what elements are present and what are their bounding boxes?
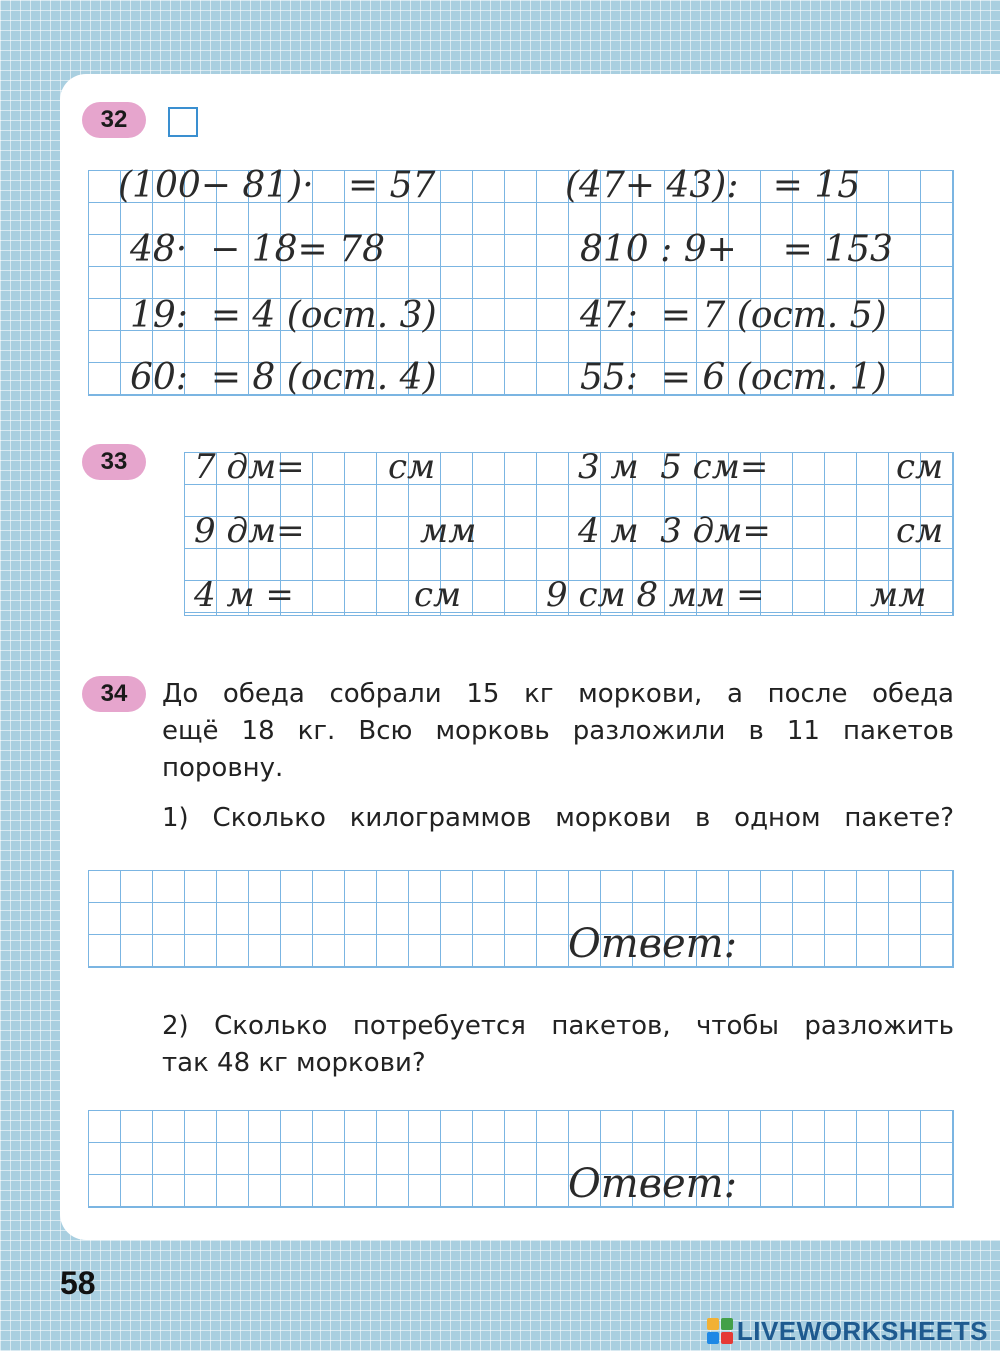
task-33-row-1-right-expr: 3 м 5 см= xyxy=(578,447,769,487)
liveworksheets-logo xyxy=(707,1314,988,1348)
task-33-row-2-left-expr: 9 дм= xyxy=(194,511,305,551)
task-33-row-1-left-unit: см xyxy=(388,447,436,487)
task-33-row-3-left-unit: см xyxy=(414,575,462,615)
task-33-row-2-left-unit: мм xyxy=(420,511,477,551)
task-34-badge: 34 xyxy=(82,676,146,712)
task-34-text-line-3: поровну. xyxy=(162,753,284,783)
task-34-question-2-line-1: 2) Сколько потребуется пакетов, чтобы разложить xyxy=(162,1011,954,1041)
task-34-text-line-1: До обеда собрали 15 кг моркови, а после обеда xyxy=(162,679,954,709)
task-34-answer-label-1: Ответ: xyxy=(568,921,738,967)
task-33-row-2-right-expr: 4 м 3 дм= xyxy=(578,511,771,551)
task-34-answer-grid-2[interactable] xyxy=(88,1110,954,1208)
liveworksheets-logo-text: LIVEWORKSHEETS xyxy=(736,1315,988,1346)
task-32-badge: 32 xyxy=(82,102,146,138)
task-33-row-1-left-expr: 7 дм= xyxy=(194,447,305,487)
task-32-checkbox[interactable] xyxy=(168,107,198,137)
task-34-answer-grid-1[interactable] xyxy=(88,870,954,968)
task-34-question-1: 1) Сколько килограммов моркови в одном пакете? xyxy=(162,803,954,833)
task-32-row-4-left: 60: = 8 (ост. 4) xyxy=(130,357,437,398)
task-32-row-1-right: (47+ 43): = 15 xyxy=(565,165,861,206)
task-34-question-2-line-2: так 48 кг моркови? xyxy=(162,1048,426,1078)
task-34-answer-label-2: Ответ: xyxy=(568,1161,738,1207)
task-32-row-1-left: (100− 81)· = 57 xyxy=(118,165,436,206)
task-32-row-3-right: 47: = 7 (ост. 5) xyxy=(580,295,887,336)
task-33-row-3-right-unit: мм xyxy=(870,575,927,615)
task-32-row-4-right: 55: = 6 (ост. 1) xyxy=(580,357,887,398)
liveworksheets-logo-icon xyxy=(707,1318,733,1344)
task-33-row-3-right-expr: 9 см 8 мм = xyxy=(546,575,765,615)
task-32-row-3-left: 19: = 4 (ост. 3) xyxy=(130,295,437,336)
task-33-badge: 33 xyxy=(82,444,146,480)
task-32-row-2-left: 48· − 18= 78 xyxy=(130,229,385,270)
task-34-text-line-2: ещё 18 кг. Всю морковь разложили в 11 пакетов xyxy=(162,716,954,746)
task-33-row-2-right-unit: см xyxy=(896,511,944,551)
task-33-row-3-left-expr: 4 м = xyxy=(194,575,294,615)
page-number: 58 xyxy=(60,1265,96,1301)
task-32-row-2-right: 810 : 9+ = 153 xyxy=(580,229,893,270)
task-33-row-1-right-unit: см xyxy=(896,447,944,487)
